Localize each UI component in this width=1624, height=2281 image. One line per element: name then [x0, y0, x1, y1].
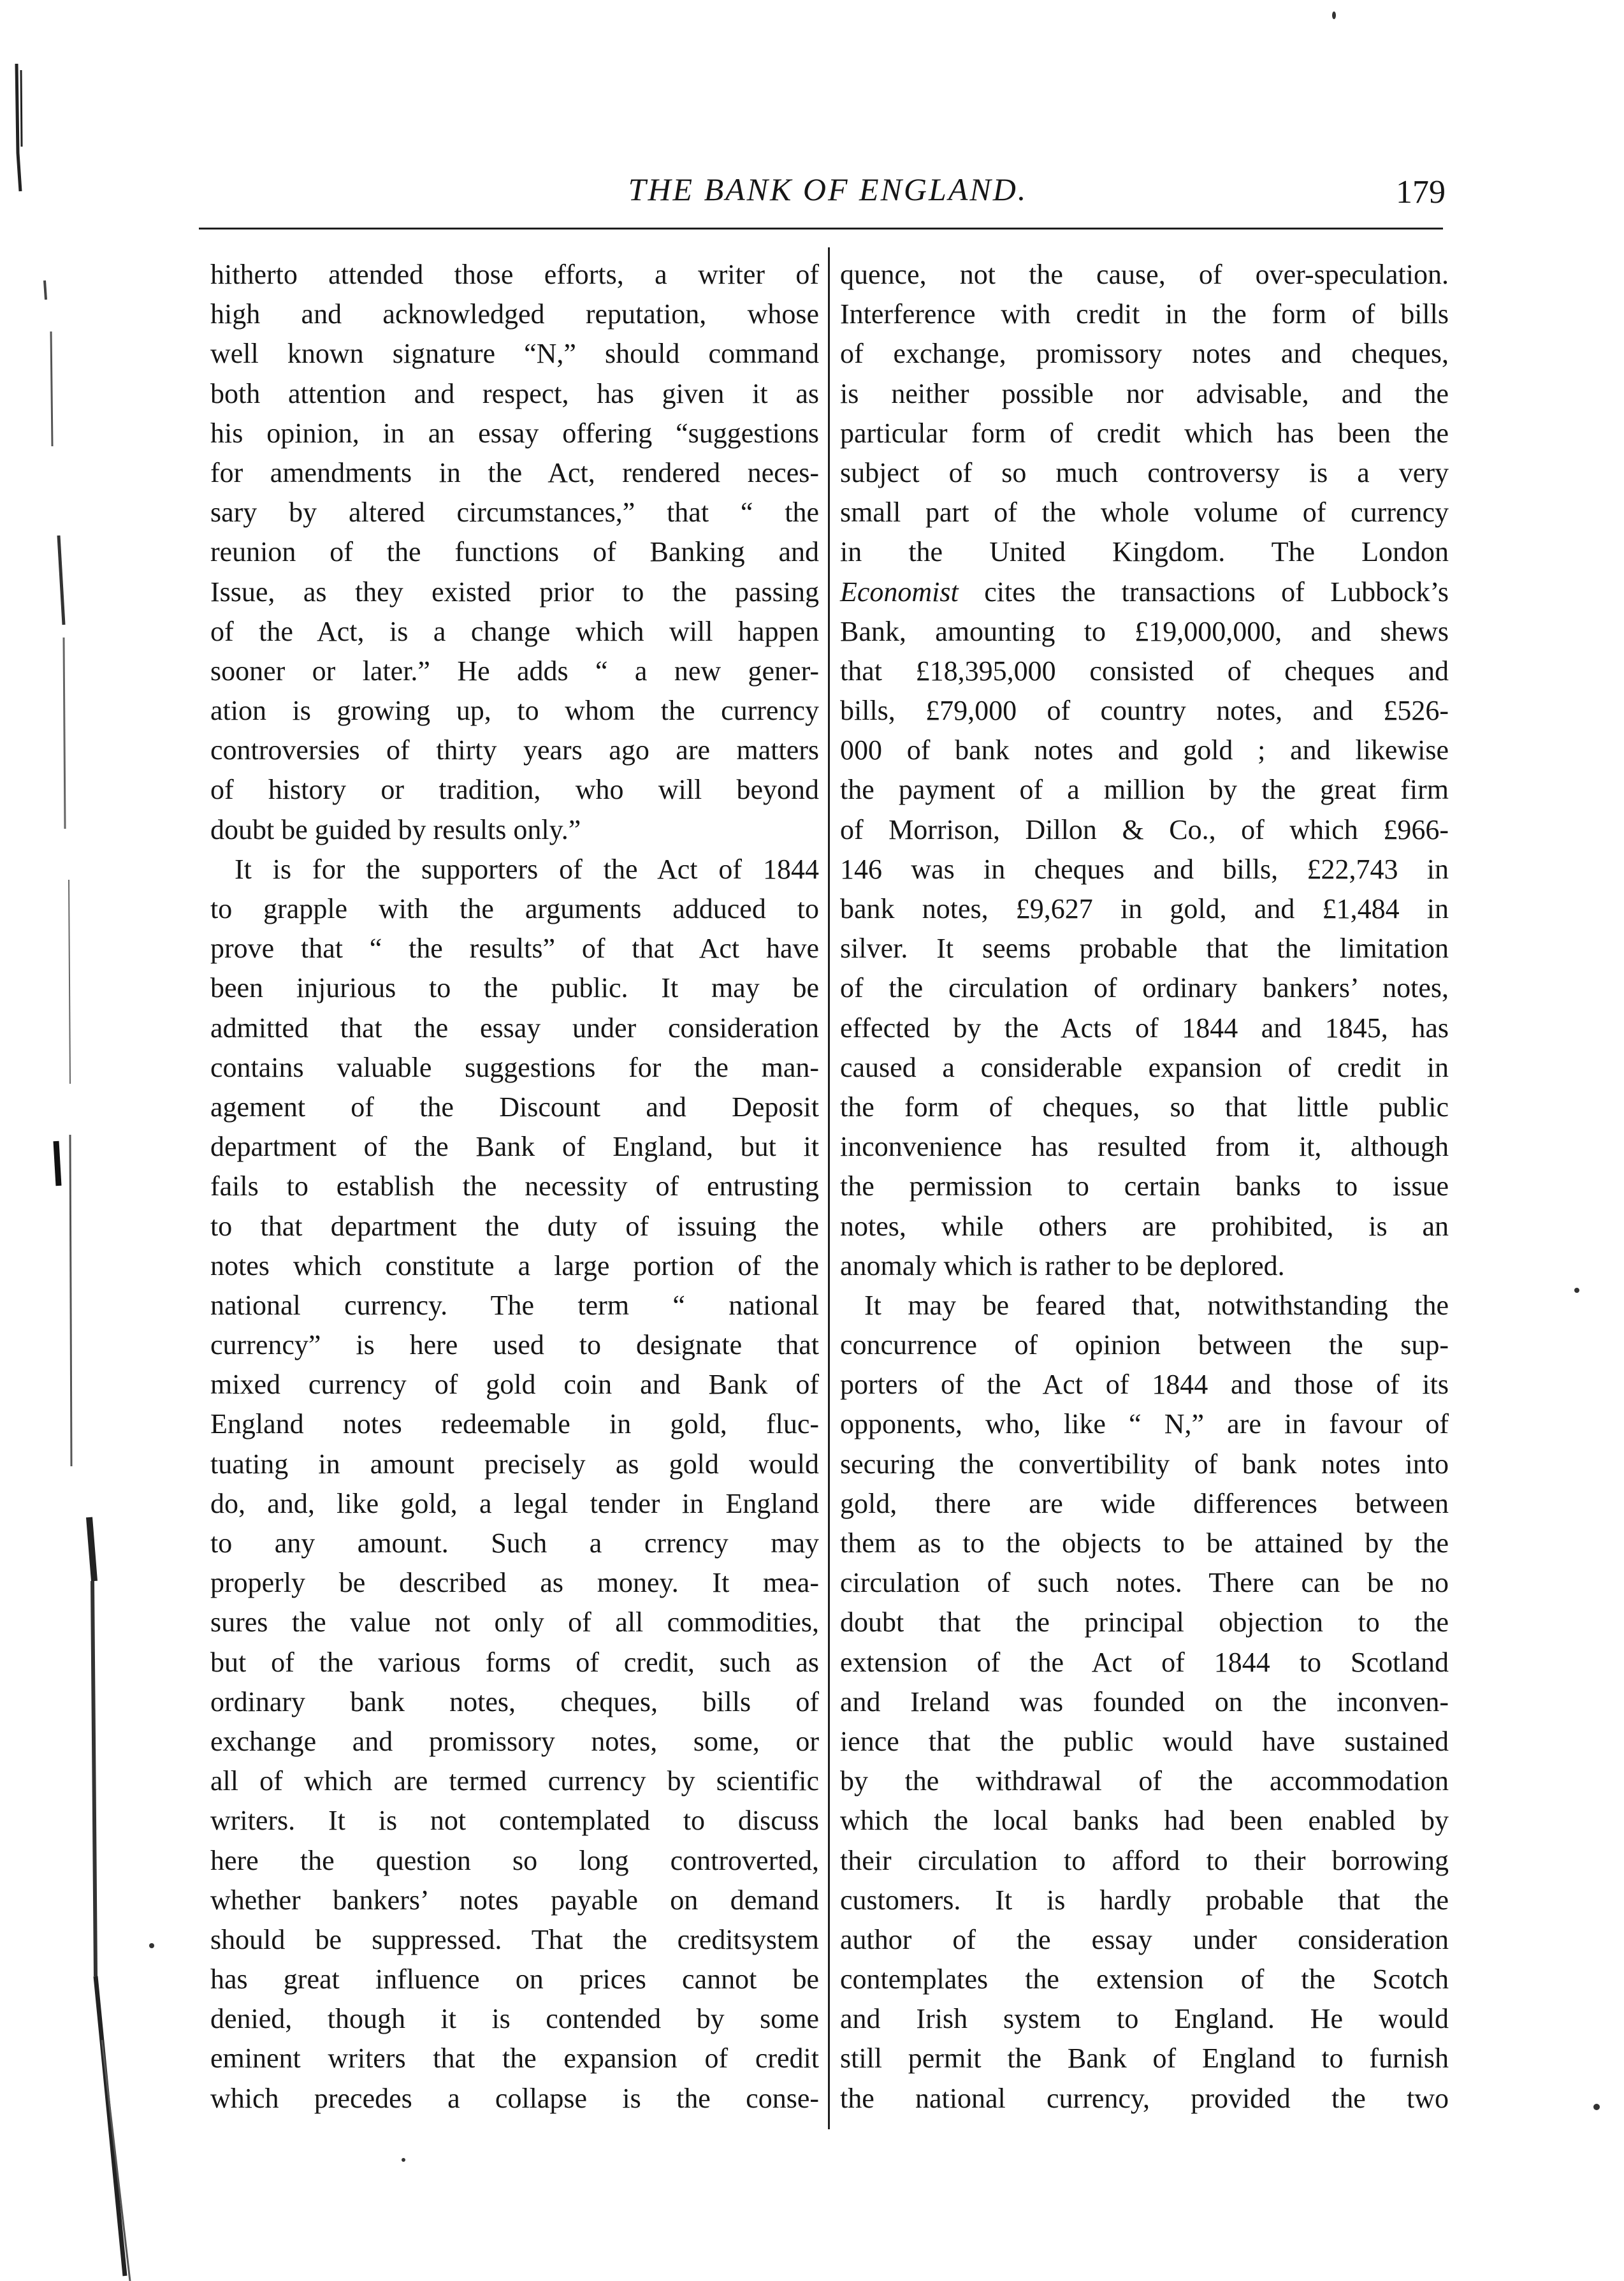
text-line: [210, 929, 819, 968]
text-line: [210, 1048, 819, 1088]
line-text: the form of cheques, so that little public: [840, 1091, 1449, 1123]
line-text: bills, £79,000 of country notes, and £526-: [840, 695, 1449, 727]
text-line: [840, 731, 1449, 770]
text-line: [210, 334, 819, 374]
line-text: of the Act, is a change which will happen: [210, 615, 819, 647]
line-text: and Ireland was founded on the inconven-: [840, 1686, 1449, 1717]
text-line: [840, 810, 1449, 850]
text-line: [840, 295, 1449, 334]
text-line: [210, 810, 819, 850]
line-text: Interference with credit in the form of bills: [840, 298, 1449, 330]
line-text: to grapple with the arguments adduced to: [210, 893, 819, 924]
text-line: [210, 295, 819, 334]
text-line: [210, 453, 819, 493]
text-line: [840, 691, 1449, 731]
text-line: [840, 1920, 1449, 1960]
line-text: to that department the duty of issuing the: [210, 1210, 819, 1242]
line-text: Bank, amounting to £19,000,000, and shews: [840, 615, 1449, 647]
text-line: [210, 1088, 819, 1127]
line-text: concurrence of opinion between the sup-: [840, 1329, 1449, 1361]
line-text: for amendments in the Act, rendered neces-: [210, 456, 819, 488]
line-text: agement of the Discount and Deposit: [210, 1091, 819, 1123]
italic-title: Economist: [840, 576, 959, 608]
line-text: cites the transactions of Lubbock’s: [958, 576, 1449, 608]
text-line: [840, 1207, 1449, 1246]
text-line: [840, 929, 1449, 968]
line-text: eminent writers that the expansion of credit: [210, 2043, 819, 2074]
text-line: [840, 493, 1449, 532]
text-line: [210, 1286, 819, 1325]
scan-speck: [1593, 2104, 1600, 2110]
text-line: [210, 1404, 819, 1444]
line-text: sary by altered circumstances,” that “ the: [210, 497, 819, 528]
text-line: [840, 1881, 1449, 1920]
text-line: [210, 1167, 819, 1206]
line-text: to any amount. Such a crrency may: [210, 1527, 819, 1559]
text-line: [210, 731, 819, 770]
text-line: [210, 1960, 819, 1999]
text-line: [210, 612, 819, 652]
line-text: notes, while others are prohibited, is an: [840, 1210, 1449, 1242]
line-text: his opinion, in an essay offering “suggestions: [210, 417, 819, 449]
line-text: but of the various forms of credit, such as: [210, 1646, 819, 1678]
text-line: [210, 1801, 819, 1840]
line-text: should be suppressed. That the creditsystem: [210, 1923, 819, 1955]
line-text: by the withdrawal of the accommodation: [840, 1765, 1449, 1797]
line-text: extension of the Act of 1844 to Scotland: [840, 1646, 1449, 1678]
text-line: [210, 1643, 819, 1682]
text-line: [210, 691, 819, 731]
line-text: doubt be guided by results only.”: [210, 813, 581, 845]
text-line: [210, 1246, 819, 1286]
line-text: bank notes, £9,627 in gold, and £1,484 in: [840, 893, 1449, 924]
line-text: ation is growing up, to whom the currency: [210, 695, 819, 727]
line-text: contains valuable suggestions for the man-: [210, 1051, 819, 1083]
line-text: ience that the public would have sustained: [840, 1725, 1449, 1757]
text-line: [210, 889, 819, 929]
text-line: [210, 255, 819, 295]
line-text: England notes redeemable in gold, fluc-: [210, 1408, 819, 1440]
text-line: [840, 1048, 1449, 1088]
line-text: here the question so long controverted,: [210, 1844, 819, 1876]
line-text: caused a considerable expansion of credit in: [840, 1051, 1449, 1083]
text-line: [840, 453, 1449, 493]
text-line: [840, 1167, 1449, 1206]
scan-speck: [149, 1943, 154, 1948]
line-text: admitted that the essay under consideration: [210, 1012, 819, 1044]
text-line: [840, 2039, 1449, 2078]
text-line: [210, 414, 819, 453]
text-line: [840, 850, 1449, 889]
line-text: been injurious to the public. It may be: [210, 972, 819, 1004]
text-line: [210, 1722, 819, 1761]
line-text: inconvenience has resulted from it, although: [840, 1131, 1449, 1163]
line-text: them as to the objects to be attained by the: [840, 1527, 1449, 1559]
text-line: [210, 850, 819, 889]
line-text: Issue, as they existed prior to the passing: [210, 576, 819, 608]
line-text: subject of so much controversy is a very: [840, 456, 1449, 488]
line-text: the permission to certain banks to issue: [840, 1170, 1449, 1202]
line-text: the national currency, provided the two: [840, 2082, 1449, 2114]
text-line: [210, 2039, 819, 2078]
text-line: [210, 493, 819, 532]
text-line: [840, 1286, 1449, 1325]
line-text: their circulation to afford to their borrowing: [840, 1844, 1449, 1876]
text-line: [840, 572, 1449, 612]
text-line: [840, 374, 1449, 414]
text-line: [840, 334, 1449, 374]
text-line: [840, 1801, 1449, 1840]
line-text: writers. It is not contemplated to discuss: [210, 1805, 819, 1837]
text-line: [840, 1365, 1449, 1404]
text-line: [840, 1127, 1449, 1167]
text-line: [840, 532, 1449, 572]
text-line: [840, 1524, 1449, 1563]
line-text: of exchange, promissory notes and cheques,: [840, 338, 1449, 370]
text-line: [210, 1920, 819, 1960]
line-text: gold, there are wide differences between: [840, 1487, 1449, 1519]
line-text: It may be feared that, notwithstanding the: [864, 1289, 1449, 1321]
line-text: reunion of the functions of Banking and: [210, 536, 819, 568]
line-text: prove that “ the results” of that Act have: [210, 933, 819, 965]
line-text: silver. It seems probable that the limitation: [840, 933, 1449, 965]
text-line: [210, 1009, 819, 1048]
text-line: [840, 1999, 1449, 2039]
line-text: small part of the whole volume of currency: [840, 497, 1449, 528]
text-line: [210, 1524, 819, 1563]
text-line: [840, 1761, 1449, 1801]
binding-gutter-marks: [0, 0, 166, 2281]
text-line: [210, 1999, 819, 2039]
line-text: sures the value not only of all commodities,: [210, 1607, 819, 1638]
line-text: notes which constitute a large portion of the: [210, 1250, 819, 1281]
line-text: porters of the Act of 1844 and those of its: [840, 1369, 1449, 1401]
text-line: [210, 532, 819, 572]
text-line: [840, 1643, 1449, 1682]
line-text: It is for the supporters of the Act of 1844: [235, 853, 819, 885]
line-text: controversies of thirty years ago are matters: [210, 734, 819, 766]
line-text: tuating in amount precisely as gold would: [210, 1448, 819, 1480]
text-line: [840, 1445, 1449, 1484]
text-line: [840, 255, 1449, 295]
text-line: [210, 1682, 819, 1722]
line-text: all of which are termed currency by scientific: [210, 1765, 819, 1797]
text-line: [210, 1365, 819, 1404]
line-text: exchange and promissory notes, some, or: [210, 1725, 819, 1757]
text-line: [210, 1563, 819, 1603]
line-text: do, and, like gold, a legal tender in England: [210, 1487, 819, 1519]
line-text: currency” is here used to designate that: [210, 1329, 819, 1361]
scan-speck: [1332, 11, 1336, 19]
text-line: [210, 1484, 819, 1524]
line-text: circulation of such notes. There can be no: [840, 1567, 1449, 1599]
line-text: customers. It is hardly probable that the: [840, 1884, 1449, 1916]
text-line: [210, 1445, 819, 1484]
line-text: denied, though it is contended by some: [210, 2003, 819, 2035]
line-text: high and acknowledged reputation, whose: [210, 298, 819, 330]
line-text: sooner or later.” He adds “ a new gener-: [210, 655, 819, 687]
line-text: which the local banks had been enabled by: [840, 1805, 1449, 1837]
text-line: [840, 1246, 1449, 1286]
text-line: [840, 2079, 1449, 2118]
line-text: and Irish system to England. He would: [840, 2003, 1449, 2035]
line-text: fails to establish the necessity of entrusting: [210, 1170, 819, 1202]
right-column: [840, 255, 1449, 2118]
running-title: THE BANK OF ENGLAND.: [628, 171, 1028, 207]
line-text: particular form of credit which has been the: [840, 417, 1449, 449]
header-rule: [199, 228, 1443, 230]
line-text: 146 was in cheques and bills, £22,743 in: [840, 853, 1449, 885]
page-number: 179: [1396, 174, 1446, 210]
text-line: [840, 1009, 1449, 1048]
text-line: [840, 1404, 1449, 1444]
text-line: [840, 1325, 1449, 1365]
line-text: anomaly which is rather to be deplored.: [840, 1250, 1285, 1281]
line-text: in the United Kingdom. The London: [840, 536, 1449, 568]
scan-speck: [1574, 1288, 1579, 1293]
line-text: mixed currency of gold coin and Bank of: [210, 1369, 819, 1401]
line-text: of the circulation of ordinary bankers’ notes,: [840, 972, 1449, 1004]
text-line: [210, 572, 819, 612]
text-line: [840, 1841, 1449, 1881]
text-line: [840, 770, 1449, 810]
text-line: [840, 968, 1449, 1008]
scan-speck: [402, 2158, 405, 2162]
text-line: [210, 2079, 819, 2118]
line-text: still permit the Bank of England to furnish: [840, 2043, 1449, 2074]
line-text: author of the essay under consideration: [840, 1923, 1449, 1955]
text-line: [210, 1603, 819, 1642]
line-text: hitherto attended those efforts, a writer of: [210, 259, 819, 290]
text-line: [210, 652, 819, 691]
running-head: [204, 171, 1452, 222]
line-text: securing the convertibility of bank notes into: [840, 1448, 1449, 1480]
text-line: [210, 1841, 819, 1881]
text-line: [840, 1960, 1449, 1999]
column-rule: [828, 247, 830, 2129]
text-line: [840, 612, 1449, 652]
line-text: opponents, who, like “ N,” are in favour of: [840, 1408, 1449, 1440]
line-text: properly be described as money. It mea-: [210, 1567, 819, 1599]
text-line: [210, 1881, 819, 1920]
line-text: both attention and respect, has given it as: [210, 377, 819, 409]
text-line: [210, 374, 819, 414]
line-text: is neither possible nor advisable, and the: [840, 377, 1449, 409]
line-text: well known signature “N,” should command: [210, 338, 819, 370]
line-text: whether bankers’ notes payable on demand: [210, 1884, 819, 1916]
text-line: [210, 1325, 819, 1365]
line-text: of history or tradition, who will beyond: [210, 774, 819, 806]
text-line: [840, 1722, 1449, 1761]
text-line: [840, 652, 1449, 691]
line-text: ordinary bank notes, cheques, bills of: [210, 1686, 819, 1717]
line-text: which precedes a collapse is the conse-: [210, 2082, 819, 2114]
left-column: [210, 255, 819, 2118]
text-line: [840, 1088, 1449, 1127]
line-text: 000 of bank notes and gold ; and likewise: [840, 734, 1449, 766]
text-line: [210, 1207, 819, 1246]
text-line: [210, 968, 819, 1008]
line-text: effected by the Acts of 1844 and 1845, has: [840, 1012, 1449, 1044]
line-text: of Morrison, Dillon & Co., of which £966-: [840, 813, 1449, 845]
line-text: has great influence on prices cannot be: [210, 1964, 819, 1995]
text-line: [840, 1484, 1449, 1524]
text-line: [840, 889, 1449, 929]
text-line: [840, 1682, 1449, 1722]
line-text: department of the Bank of England, but it: [210, 1131, 819, 1163]
text-line: [840, 414, 1449, 453]
text-line: [840, 1603, 1449, 1642]
line-text: quence, not the cause, of over-speculation.: [840, 259, 1449, 290]
line-text: the payment of a million by the great firm: [840, 774, 1449, 806]
line-text: national currency. The term “ national: [210, 1289, 819, 1321]
line-text: doubt that the principal objection to the: [840, 1607, 1449, 1638]
text-line: [210, 1127, 819, 1167]
text-line: [840, 1563, 1449, 1603]
line-text: that £18,395,000 consisted of cheques and: [840, 655, 1449, 687]
line-text: contemplates the extension of the Scotch: [840, 1964, 1449, 1995]
text-line: [210, 770, 819, 810]
text-line: [210, 1761, 819, 1801]
